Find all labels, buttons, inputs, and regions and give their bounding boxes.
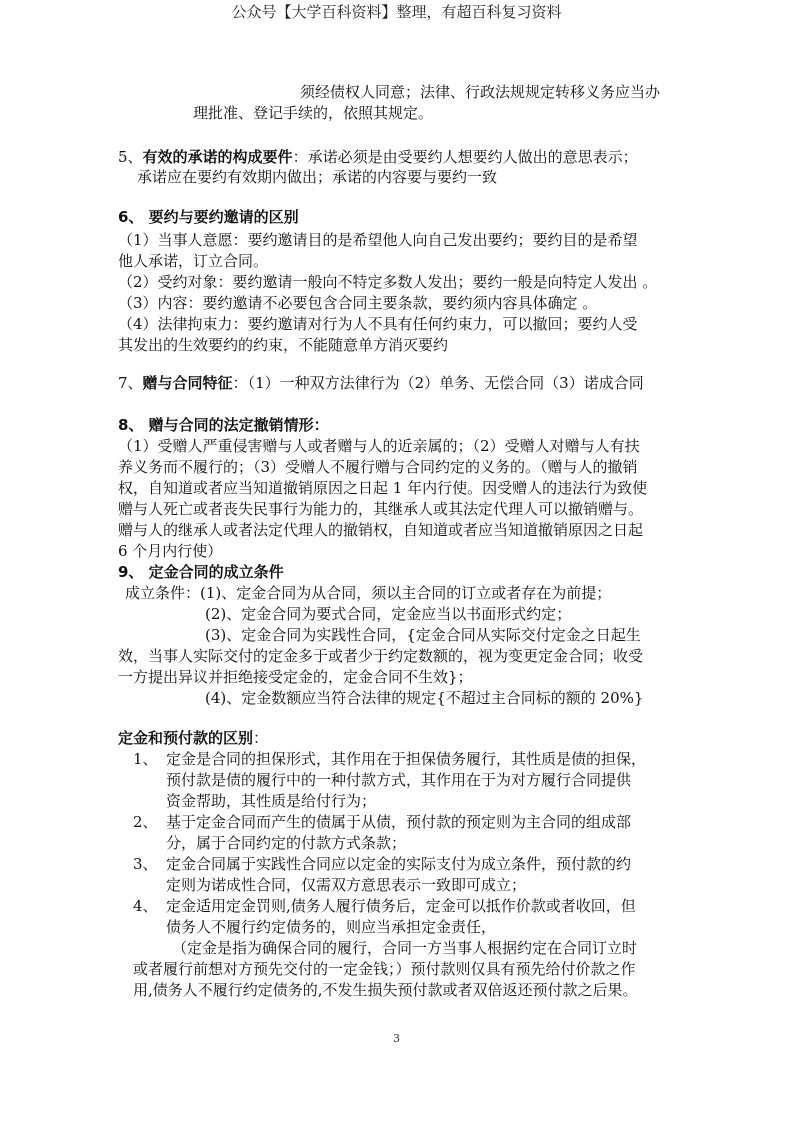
title-colon: ： (253, 729, 269, 747)
section-text: ：（1）一种双方法律行为（2）单务、无偿合同（3）诺成合同 (232, 374, 644, 392)
section-6-line: 其发出的生效要约的约束，不能随意单方消灭要约 (118, 336, 449, 354)
section-9-line: 效，当事人实际交付的定金多于或者少于约定数额的，视为变更定金合同；收受 (118, 647, 644, 665)
note-line: 用,债务人不履行约定债务的,不发生损失预付款或者双倍返还预付款之后果。 (133, 981, 638, 999)
section-number: 5、 (118, 148, 143, 166)
item-number: 2、 (133, 813, 158, 831)
section-title: 赠与合同特征 (142, 374, 233, 392)
section-9-line: (3)、定金合同为实践性合同，{定金合同从实际交付定金之日起生 (205, 626, 641, 644)
section-9-line: (4)、定金数额应当符合法律的规定{不超过主合同标的额的 20%} (205, 689, 644, 707)
section-6-line: （2）受约对象：要约邀请一般向不特定多数人发出；要约一般是向特定人发出 。 (118, 273, 658, 291)
section-9-line: 成立条件：(1)、定金合同为从合同，须以主合同的订立或者存在为前提； (125, 584, 612, 602)
section-6-line: （1）当事人意愿：要约邀请目的是希望他人向自己发出要约；要约目的是希望 (118, 231, 638, 249)
section-5-line: 承诺应在要约有效期内做出；承诺的内容要与要约一致 (137, 168, 498, 186)
continuation-line: 须经债权人同意；法律、行政法规规定转移义务应当办 (300, 83, 661, 101)
section-6-line: （3）内容：要约邀请不必要包含合同主要条款，要约须内容具体确定 。 (118, 294, 598, 312)
section-8-line: 赠与人的继承人或者法定代理人的撤销权，自知道或者应当知道撤销原因之日起 (118, 521, 644, 539)
section-8-line: 权，自知道或者应当知道撤销原因之日起 1 年内行使。因受赠人的违法行为致使 (118, 479, 648, 497)
section-7-line (118, 373, 644, 393)
section-8-line: （1）受赠人严重侵害赠与人或者赠与人的近亲属的；（2）受赠人对赠与人有扶 (118, 437, 640, 455)
item-line: 预付款是债的履行中的一种付款方式，其作用在于为对方履行合同提供 (166, 771, 632, 789)
section-6-title: 6、 要约与要约邀请的区别 (118, 208, 299, 226)
section-5-line (118, 147, 638, 167)
note-line: 或者履行前想对方预先交付的一定金钱；）预付款则仅具有预先给付价款之作 (133, 960, 636, 978)
section-6-line: （4）法律拘束力：要约邀请对行为人不具有任何约束力，可以撤回；要约人受 (118, 315, 638, 333)
page-header: 公众号【大学百科资料】整理，有超百科复习资料 (231, 3, 562, 21)
section-text: ：承诺必须是由受要约人想要约人做出的意思表示； (292, 148, 638, 166)
section-title: 定金和预付款的区别 (118, 729, 254, 747)
section-8-title: 8、 赠与合同的法定撤销情形： (118, 416, 329, 434)
note-line: （定金是指为确保合同的履行，合同一方当事人根据约定在合同订立时 (172, 939, 638, 957)
item-number: 4、 (133, 897, 158, 915)
section-9-line: (2)、定金合同为要式合同，定金应当以书面形式约定； (205, 605, 572, 623)
continuation-line: 理批准、登记手续的，依照其规定。 (193, 104, 434, 122)
item-line: 资金帮助，其性质是给付行为； (166, 792, 377, 810)
section-8-line: 养义务而不履行的；（3）受赠人不履行赠与合同约定的义务的。（赠与人的撤销 (118, 458, 638, 476)
section-9-title: 9、 定金合同的成立条件 (118, 563, 284, 581)
section-9-line: 一方提出异议并拒绝接受定金的，定金合同不生效}； (118, 668, 473, 686)
section-8-line: 赠与人死亡或者丧失民事行为能力的，其继承人或其法定代理人可以撤销赠与。 (118, 500, 644, 518)
item-line: 分，属于合同约定的付款方式条款； (166, 834, 407, 852)
item-line: 定金适用定金罚则,债务人履行债务后，定金可以抵作价款或者收回，但 (166, 897, 636, 915)
section-8-line: 6 个月内行使） (118, 542, 223, 560)
item-line: 定则为诺成性合同，仅需双方意思表示一致即可成立； (166, 876, 527, 894)
item-number: 3、 (133, 855, 158, 873)
section-title: 有效的承诺的构成要件 (142, 148, 293, 166)
item-number: 1、 (133, 750, 158, 768)
item-line: 定金合同属于实践性合同应以定金的实际支付为成立条件，预付款的约 (166, 855, 632, 873)
section-number: 7、 (118, 374, 143, 392)
item-line: 基于定金合同而产生的债属于从债，预付款的预定则为主合同的组成部 (166, 813, 632, 831)
section-6-line: 他人承诺，订立合同。 (118, 252, 269, 270)
item-line: 定金是合同的担保形式，其作用在于担保债务履行，其性质是债的担保， (166, 750, 647, 768)
item-line: 债务人不履行约定债务的，则应当承担定金责任， (166, 918, 497, 936)
section-10-title (118, 728, 268, 748)
page-number: 3 (393, 1032, 400, 1045)
